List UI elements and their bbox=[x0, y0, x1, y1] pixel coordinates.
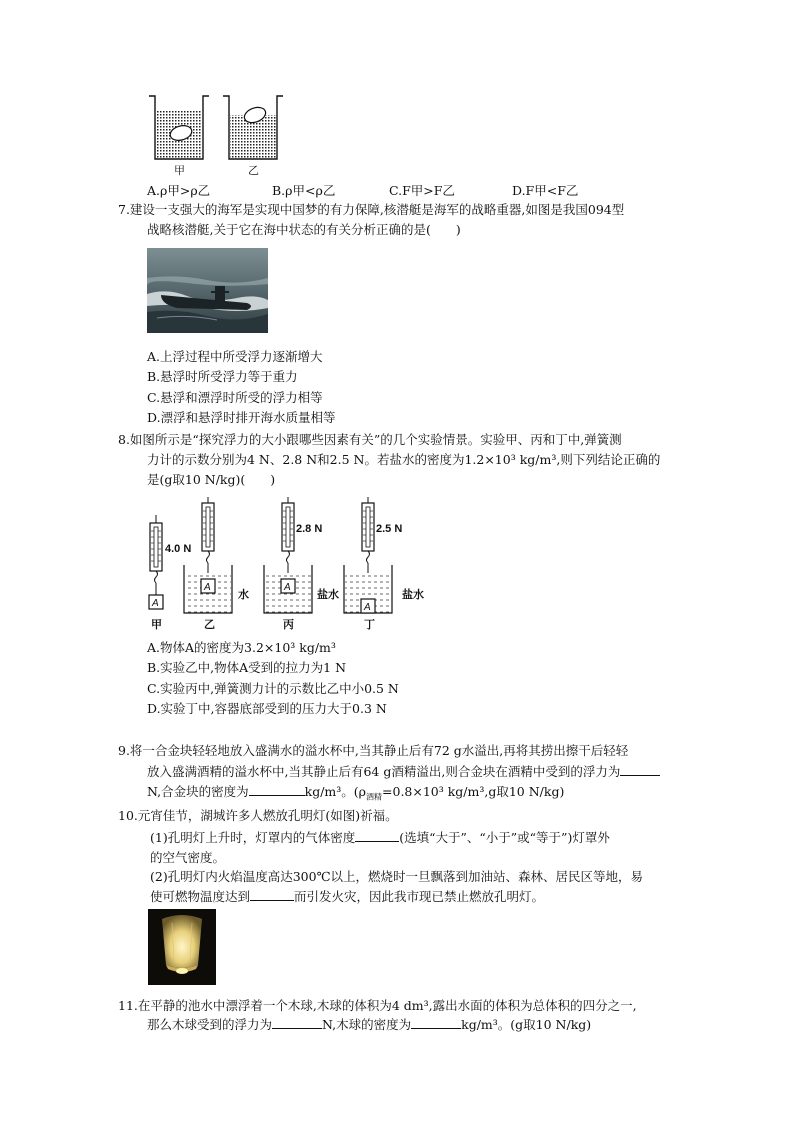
q9-stem-line2: 放入盛满酒精的溢水杯中,当其静止后有64 g酒精溢出,则合金块在酒精中受到的浮力为 bbox=[147, 763, 660, 780]
block-label-bing: A bbox=[284, 582, 291, 593]
q10-sub1-line2: 的空气密度。 bbox=[150, 850, 226, 865]
block-label-jia: A bbox=[152, 598, 159, 609]
q8-option-a: A.物体A的密度为3.2×10³ kg/m³ bbox=[147, 640, 336, 655]
q9-stem-line1: 9.将一合金块轻轻地放入盛满水的溢水杯中,当其静止后有72 g水溢出,再将其捞出擦干后轻轻 bbox=[118, 743, 629, 758]
q9-blank-2[interactable] bbox=[249, 783, 305, 796]
q11-blank-2[interactable] bbox=[411, 1016, 461, 1029]
beaker-jia bbox=[149, 96, 209, 159]
q8-option-b: B.实验乙中,物体A受到的拉力为1 N bbox=[147, 660, 347, 675]
q10-sub2-line1: (2)孔明灯内火焰温度高达300℃以上，燃烧时一旦飘落到加油站、森林、居民区等地，易 bbox=[150, 869, 644, 884]
q8-stem-line2: 力计的示数分别为4 N、2.8 N和2.5 N。若盐水的密度为1.2×10³ kg/m³,则下列结论正确的 bbox=[147, 452, 661, 467]
reading-ding: 2.5 N bbox=[376, 523, 403, 535]
q8-option-d: D.实验丁中,容器底部受到的压力大于0.3 N bbox=[147, 701, 387, 716]
beaker-label-jia: 甲 bbox=[174, 165, 185, 177]
q7-option-c: C.悬浮和漂浮时所受的浮力相等 bbox=[147, 390, 323, 405]
setup-label-bing: 丙 bbox=[283, 619, 294, 631]
q7-stem-line2: 战略核潜艇,关于它在海中状态的有关分析正确的是( ) bbox=[147, 222, 461, 237]
q7-option-b: B.悬浮时所受浮力等于重力 bbox=[147, 369, 298, 384]
q7-option-a: A.上浮过程中所受浮力逐渐增大 bbox=[147, 349, 323, 364]
spring-scale-experiment-figure bbox=[140, 495, 440, 635]
q10-blank-2[interactable] bbox=[250, 888, 294, 901]
q8-stem-line1: 8.如图所示是“探究浮力的大小跟哪些因素有关”的几个实验情景。实验甲、丙和丁中,弹簧测 bbox=[118, 432, 622, 447]
q8-option-c: C.实验丙中,弹簧测力计的示数比乙中小0.5 N bbox=[147, 681, 399, 696]
beaker-figure bbox=[145, 93, 290, 165]
q8-stem-line3: 是(g取10 N/kg)( ) bbox=[147, 472, 276, 487]
setup-label-ding: 丁 bbox=[364, 619, 375, 631]
block-label-yi: A bbox=[204, 582, 211, 593]
beaker-yi bbox=[223, 96, 283, 159]
q10-stem-line1: 10.元宵佳节，湖城许多人燃放孔明灯(如图)祈福。 bbox=[118, 808, 398, 823]
q10-blank-1[interactable] bbox=[355, 829, 399, 842]
q9-stem-line3: N,合金块的密度为 kg/m³。($\rho_{酒精}=0.8\times 10^3$ kg/m³,g取10 N/kg) bbox=[147, 784, 565, 802]
reading-jia: 4.0 N bbox=[165, 543, 192, 555]
q11-stem-line1: 11.在平静的池水中漂浮着一个木球,木球的体积为4 dm³,露出水面的体积为总体积的四分之一, bbox=[118, 998, 637, 1013]
setup-label-jia: 甲 bbox=[151, 619, 162, 631]
block-label-ding: A bbox=[364, 602, 371, 613]
liquid-label-water: 水 bbox=[238, 589, 249, 601]
q11-blank-1[interactable] bbox=[272, 1016, 322, 1029]
q10-sub1-line1: (1)孔明灯上升时，灯罩内的气体密度 (选填“大于”、“小于”或“等于”)灯罩外 bbox=[150, 830, 610, 845]
sky-lantern-photo bbox=[148, 909, 216, 985]
q6-option-c: C.F甲>F乙 bbox=[389, 183, 455, 198]
q7-stem-line1: 7.建设一支强大的海军是实现中国梦的有力保障,核潜艇是海军的战略重器,如图是我国094型 bbox=[118, 202, 625, 217]
liquid-label-brine-2: 盐水 bbox=[402, 589, 424, 601]
setup-label-yi: 乙 bbox=[204, 619, 215, 631]
setup-ding bbox=[344, 497, 392, 613]
q10-sub2-line2: 使可燃物温度达到 而引发火灾，因此我市现已禁止燃放孔明灯。 bbox=[150, 889, 545, 904]
q6-option-b: B.ρ甲<ρ乙 bbox=[272, 183, 336, 198]
submarine-photo bbox=[147, 248, 268, 333]
liquid-label-brine-1: 盐水 bbox=[317, 589, 339, 601]
reading-bing: 2.8 N bbox=[296, 523, 323, 535]
beaker-label-yi: 乙 bbox=[248, 165, 259, 177]
q6-option-d: D.F甲<F乙 bbox=[512, 183, 579, 198]
q6-option-a: A.ρ甲>ρ乙 bbox=[147, 183, 211, 198]
q7-option-d: D.漂浮和悬浮时排开海水质量相等 bbox=[147, 410, 336, 425]
q11-stem-line2: 那么木球受到的浮力为 N,木球的密度为 kg/m³。(g取10 N/kg) bbox=[147, 1017, 592, 1032]
q9-blank-1[interactable] bbox=[620, 763, 660, 776]
